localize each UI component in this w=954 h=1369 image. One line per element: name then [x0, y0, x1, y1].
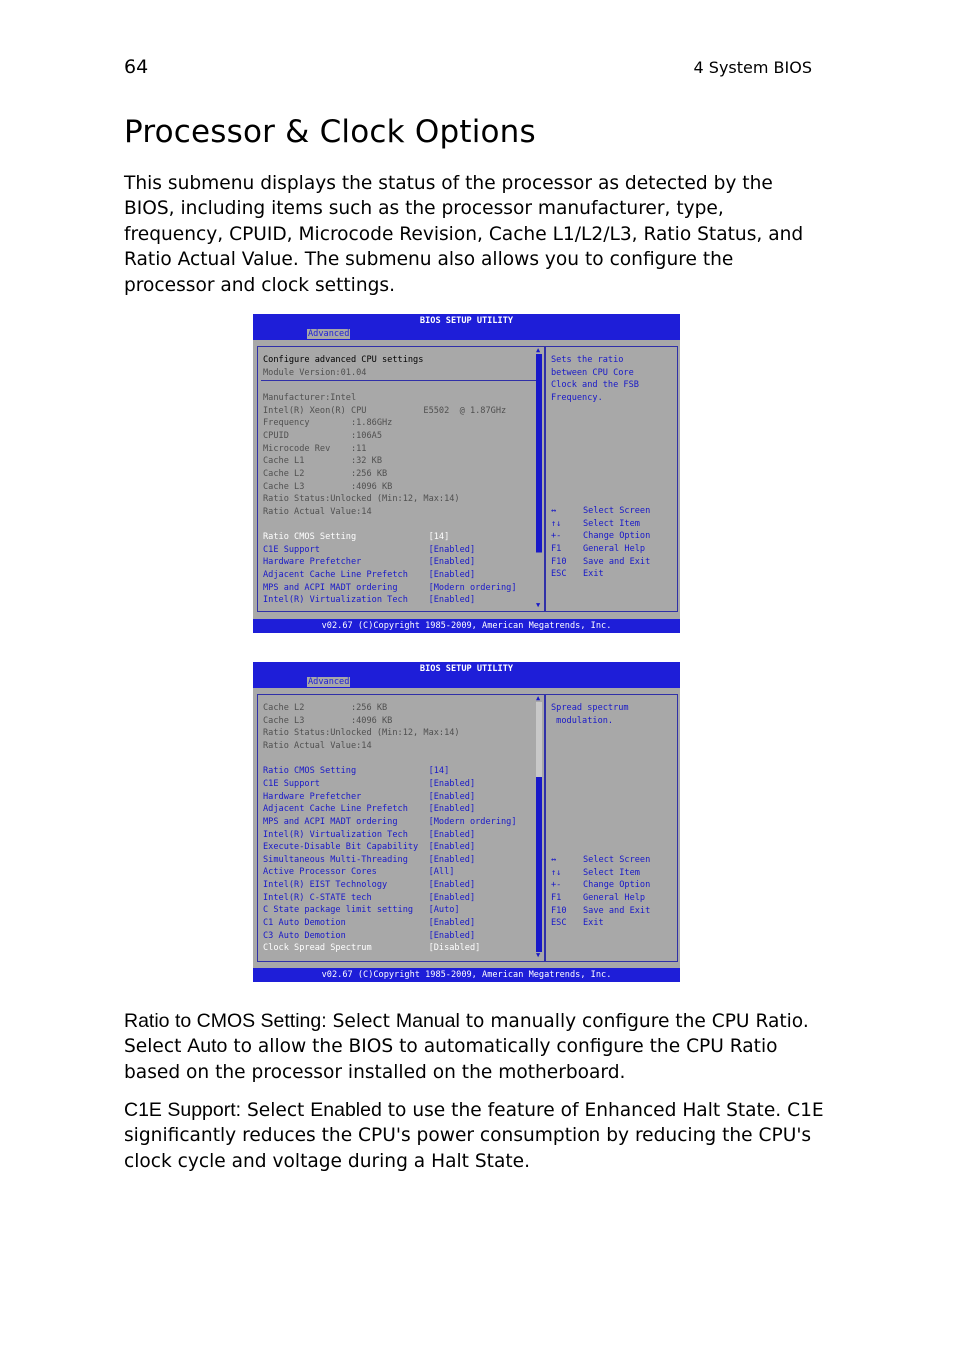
c1e-description: [124, 1098, 829, 1174]
bios-key: F10: [551, 905, 567, 916]
bios-key: ESC: [551, 918, 567, 929]
scroll-down-icon[interactable]: ▼: [536, 601, 541, 609]
bios-setting-line: Module Version:01.04: [263, 367, 367, 378]
bios-key-label: Change Option: [583, 880, 651, 891]
bios-setting-line[interactable]: C1E Support [Enabled]: [263, 778, 476, 789]
bios-key-label: Select Item: [583, 518, 640, 529]
tab-advanced[interactable]: Advanced: [308, 677, 350, 687]
desc-text: Select: [326, 1011, 396, 1032]
scroll-up-icon[interactable]: ▲: [536, 694, 541, 702]
bios-setting-line: CPUID :106A5: [263, 430, 382, 441]
bios-setting-line: Ratio Status:Unlocked (Min:12, Max:14): [263, 728, 460, 739]
bios-footer: v02.67 (C)Copyright 1985-2009, American Megatrends, Inc.: [253, 619, 680, 633]
term-label: C1E Support:: [124, 1099, 242, 1121]
page-number: 64: [124, 56, 149, 78]
intro-paragraph: This submenu displays the status of the processor as detected by the BIOS, including items such as the processor manufacturer, type, frequency, CPUID, Microcode Revision, Cache L1/L2/L3, Ratio Status, and Ratio Actual Value. The submenu also allows you to configure the processor and clock settings.: [124, 173, 804, 296]
bios-screenshot-1: [253, 314, 680, 633]
bios-setting-line: Ratio Actual Value:14: [263, 740, 372, 751]
bios-key-label: Exit: [583, 569, 604, 580]
bios-setting-line: Cache L1 :32 KB: [263, 456, 382, 467]
desc-text: Select: [241, 1100, 311, 1121]
bios-key-label: Select Item: [583, 867, 640, 878]
bios-help-text: Sets the ratio: [551, 355, 624, 365]
bios-setting-line[interactable]: Ratio CMOS Setting [14]: [263, 766, 450, 777]
bios-titlebar: BIOS SETUP UTILITY: [253, 314, 680, 328]
bios-setting-line: Cache L2 :256 KB: [263, 468, 388, 479]
bios-key: ↔: [551, 855, 557, 865]
bios-key: ↑↓: [551, 867, 562, 878]
bios-setting-line[interactable]: Adjacent Cache Line Prefetch [Enabled]: [263, 570, 476, 581]
bios-setting-line[interactable]: Hardware Prefetcher [Enabled]: [263, 557, 476, 568]
bios-setting-line[interactable]: Execute-Disable Bit Capability [Enabled]: [263, 842, 476, 853]
desc-text: to use the feature of Enhanced Halt State. C1E significantly reduces the CPU's power consumption by reducing the CPU's clock cycle and voltage during a Halt State.: [124, 1100, 824, 1172]
bios-setting-line[interactable]: C State package limit setting [Auto]: [263, 905, 460, 916]
bios-key-label: Select Screen: [583, 506, 651, 516]
bios-key-label: Save and Exit: [583, 905, 651, 916]
bios-setting-line: Intel(R) Xeon(R) CPU E5502 @ 1.87GHz: [263, 405, 507, 416]
ratio-cmos-description: [124, 1009, 829, 1085]
bios-setting-line: Manufacturer:Intel: [263, 392, 357, 403]
bios-key: +-: [551, 531, 562, 542]
bios-setting-line[interactable]: C3 Auto Demotion [Enabled]: [263, 930, 476, 941]
bios-key-label: Exit: [583, 918, 604, 929]
bios-setting-line[interactable]: Hardware Prefetcher [Enabled]: [263, 791, 476, 802]
bios-menubar: [253, 328, 680, 340]
bios-setting-line[interactable]: C1E Support [Enabled]: [263, 544, 476, 555]
bios-key-label: Select Screen: [583, 855, 651, 865]
bios-setting-line: Configure advanced CPU settings: [263, 355, 424, 365]
bios-key: F1: [551, 892, 562, 903]
bios-setting-line[interactable]: Intel(R) EIST Technology [Enabled]: [263, 880, 476, 891]
bios-key: +-: [551, 880, 562, 891]
bios-key-label: Save and Exit: [583, 556, 651, 567]
bios-key-label: Change Option: [583, 531, 651, 542]
bios-separator: [261, 380, 538, 381]
bios-help-text: Spread spectrum: [551, 703, 629, 713]
bios-setting-line[interactable]: Simultaneous Multi-Threading [Enabled]: [263, 854, 476, 865]
bios-screenshot-2: [253, 662, 680, 982]
bios-key: F1: [551, 543, 562, 554]
bios-help-text: modulation.: [551, 715, 614, 726]
bios-setting-line[interactable]: MPS and ACPI MADT ordering [Modern ordering]: [263, 582, 517, 593]
bios-setting-line: Cache L3 :4096 KB: [263, 481, 393, 492]
bios-help-text: between CPU Core: [551, 367, 634, 378]
desc-text: to manually configure the CPU Ratio. Select: [124, 1011, 809, 1058]
bios-titlebar: BIOS SETUP UTILITY: [253, 662, 680, 676]
term-inline: Manual: [395, 1010, 460, 1032]
scrollbar[interactable]: [536, 702, 542, 952]
bios-help-text: Clock and the FSB: [551, 380, 639, 391]
bios-setting-line: Frequency :1.86GHz: [263, 418, 393, 429]
scroll-up-icon[interactable]: ▲: [536, 346, 541, 354]
bios-setting-line[interactable]: C1 Auto Demotion [Enabled]: [263, 918, 476, 929]
term-inline: Enabled: [310, 1099, 382, 1121]
bios-setting-line[interactable]: Active Processor Cores [All]: [263, 867, 455, 878]
bios-setting-line: Ratio Status:Unlocked (Min:12, Max:14): [263, 494, 460, 505]
scroll-down-icon[interactable]: ▼: [536, 951, 541, 959]
bios-menubar: [253, 676, 680, 688]
scrollbar[interactable]: [536, 354, 542, 602]
bios-help-text: Frequency.: [551, 392, 603, 403]
term-label: Ratio to CMOS Setting:: [124, 1010, 327, 1032]
chapter-header: 4 System BIOS: [693, 58, 812, 77]
bios-key: F10: [551, 556, 567, 567]
bios-setting-line[interactable]: MPS and ACPI MADT ordering [Modern ordering]: [263, 816, 517, 827]
bios-setting-line[interactable]: Adjacent Cache Line Prefetch [Enabled]: [263, 804, 476, 815]
bios-setting-line: Cache L3 :4096 KB: [263, 715, 393, 726]
bios-setting-line: Microcode Rev :11: [263, 443, 367, 454]
bios-setting-line: Cache L2 :256 KB: [263, 703, 388, 713]
bios-footer: v02.67 (C)Copyright 1985-2009, American Megatrends, Inc.: [253, 968, 680, 982]
desc-text: to allow the BIOS to automatically configure the CPU Ratio based on the processor installed on the motherboard.: [124, 1036, 778, 1083]
bios-setting-line: Ratio Actual Value:14: [263, 506, 372, 517]
bios-key: ↑↓: [551, 518, 562, 529]
bios-key-label: General Help: [583, 892, 646, 903]
section-title: Processor & Clock Options: [124, 114, 536, 150]
bios-setting-line[interactable]: Clock Spread Spectrum [Disabled]: [263, 943, 481, 954]
bios-key: ESC: [551, 569, 567, 580]
bios-key: ↔: [551, 506, 557, 516]
bios-key-label: General Help: [583, 543, 646, 554]
tab-advanced[interactable]: Advanced: [308, 329, 350, 339]
bios-setting-line[interactable]: Intel(R) Virtualization Tech [Enabled]: [263, 829, 476, 840]
bios-setting-line[interactable]: Ratio CMOS Setting [14]: [263, 532, 450, 543]
bios-setting-line[interactable]: Intel(R) Virtualization Tech [Enabled]: [263, 595, 476, 606]
bios-setting-line[interactable]: Intel(R) C-STATE tech [Enabled]: [263, 892, 476, 903]
term-inline: Auto: [187, 1035, 228, 1058]
